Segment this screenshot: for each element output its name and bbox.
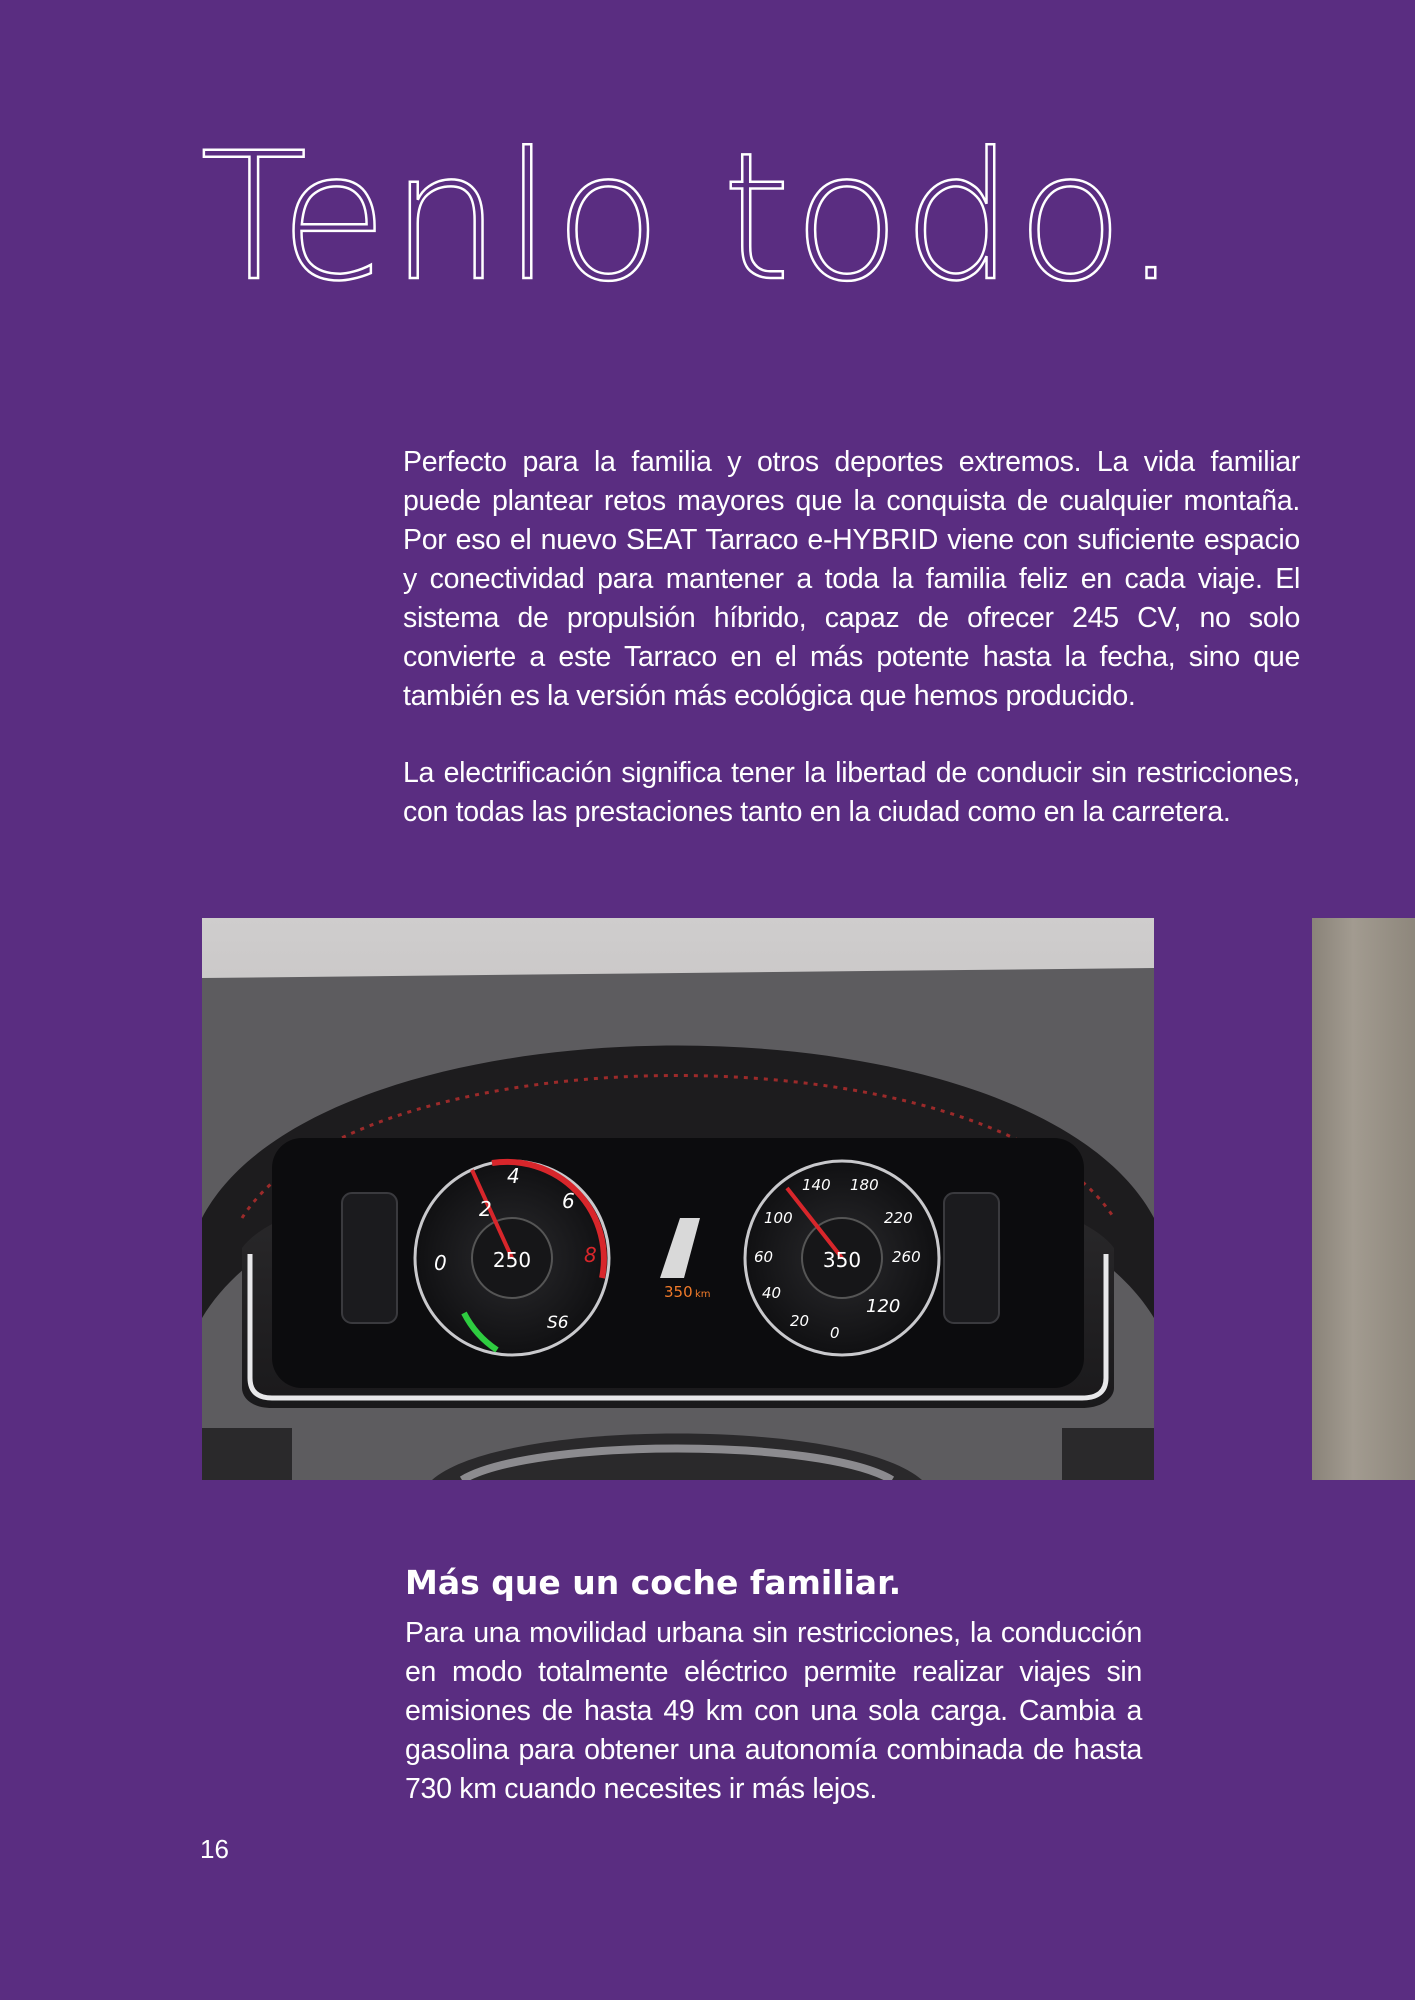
right-dial-tick: 180 — [850, 1176, 879, 1194]
dashboard-photo — [202, 918, 1154, 1480]
right-dial-tick: 100 — [764, 1209, 793, 1227]
left-dial-tick: 6 — [562, 1189, 575, 1213]
intro-paragraph-1: Perfecto para la familia y otros deportes extremos. La vida familiar puede plantear retos mayores que la conquista de cualquier montaña. Por eso el nuevo SEAT Tarraco e-HYBRID viene con suficiente espacio y conectividad para mantener a toda la familia feliz en cada viaje. El sistema de propulsión híbrido, capaz de ofrecer 245 CV, no solo convierte a este Tarraco en el más potente hasta la fecha, sino que también es la versión más ecológica que hemos producido. — [403, 446, 1300, 712]
section-title: Más que un coche familiar. — [405, 1563, 902, 1602]
gear-indicator: S6 — [547, 1313, 569, 1333]
right-dial-tick: 260 — [892, 1248, 921, 1266]
intro-text — [403, 443, 1300, 870]
right-dial-center-value: 350 — [822, 1248, 862, 1272]
digital-cockpit-illustration — [202, 918, 1154, 1480]
left-dial-tick: 0 — [434, 1251, 447, 1275]
intro-paragraph-2: La electrificación significa tener la libertad de conducir sin restricciones, con todas las prestaciones tanto en la ciudad como en la carretera. — [403, 757, 1300, 828]
page-headline: Tenlo todo. — [200, 115, 1181, 320]
right-dial-tick: 60 — [754, 1248, 774, 1266]
left-dial-tick: 8 — [584, 1243, 597, 1267]
range-unit: km — [695, 1289, 711, 1300]
range-readout: 350 — [664, 1283, 693, 1301]
right-dial-tick: 0 — [830, 1324, 840, 1342]
section-body: Para una movilidad urbana sin restricciones, la conducción en modo totalmente eléctrico permite realizar viajes sin emisiones de hasta 49 km con una sola carga. Cambia a gasolina para obtener una autonomía combinada de hasta 730 km cuando necesites ir más lejos. — [405, 1617, 1142, 1805]
left-dial-tick: 4 — [507, 1164, 520, 1188]
left-dial-tick: 2 — [479, 1197, 492, 1221]
right-dial-tick: 40 — [762, 1284, 782, 1302]
side-photo — [1312, 918, 1415, 1480]
right-dial-tick: 220 — [884, 1209, 913, 1227]
right-dial-tick: 120 — [866, 1296, 901, 1317]
left-dial-center-value: 250 — [492, 1248, 532, 1272]
right-dial-tick: 20 — [790, 1312, 810, 1330]
page-number: 16 — [200, 1834, 229, 1864]
right-dial-tick: 140 — [802, 1176, 831, 1194]
